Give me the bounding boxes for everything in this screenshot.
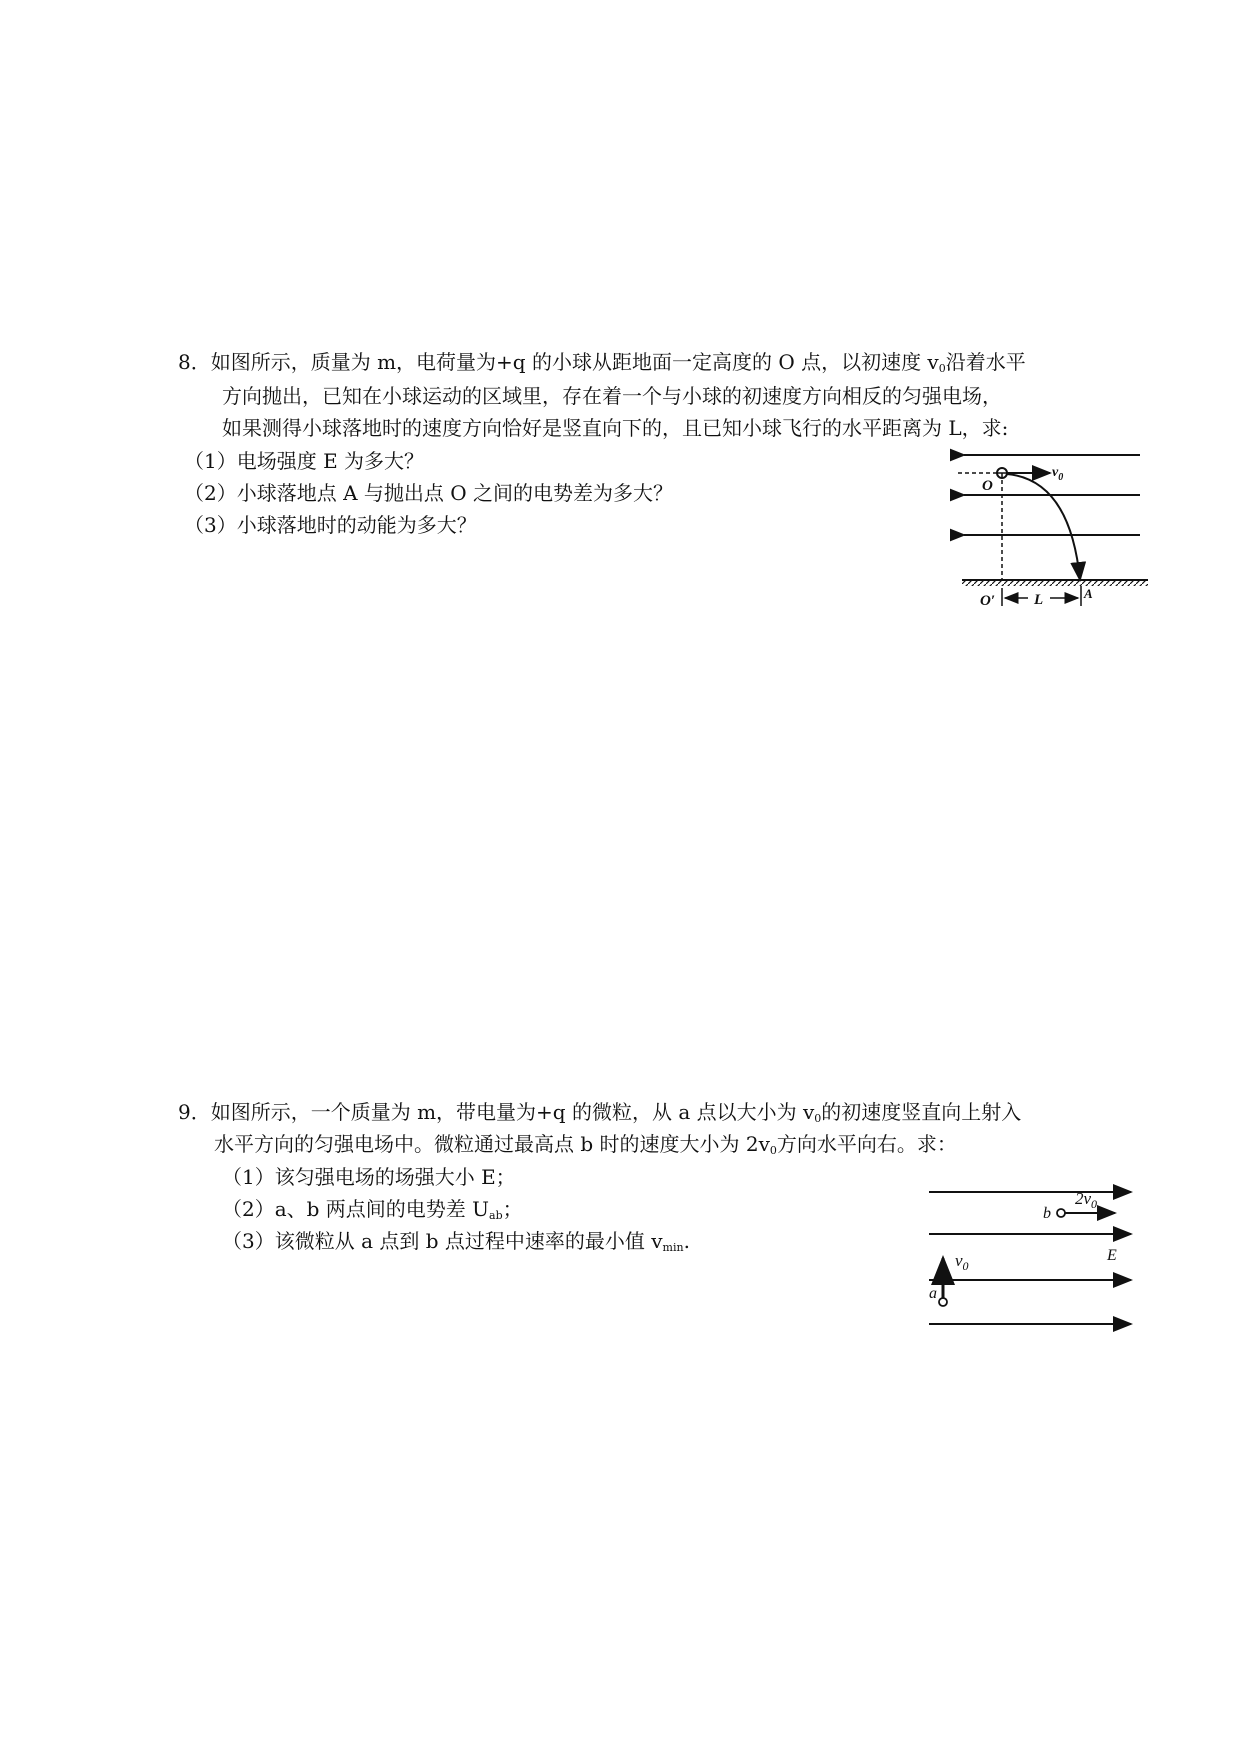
q8-subquestion-3: （3）小球落地时的动能为多大？ xyxy=(184,513,477,537)
q9-line-2: 水平方向的匀强电场中。微粒通过最高点 b 时的速度大小为 $2v_0$方向水平向右。求： xyxy=(214,1132,957,1157)
q9-label-v0: $v_0$ xyxy=(955,1251,969,1273)
q9-figure xyxy=(925,1180,1145,1340)
q9-subquestion-1: （1）该匀强电场的场强大小 E； xyxy=(222,1165,516,1189)
q8-label-O: O xyxy=(982,478,993,494)
q9-label-E: E xyxy=(1107,1247,1117,1264)
q9-label-2v0: $2v_0$ xyxy=(1075,1189,1098,1211)
q8-subquestion-2: （2）小球落地点 A 与抛出点 O 之间的电势差为多大？ xyxy=(184,481,673,505)
q8-subquestion-1: （1）电场强度 E 为多大？ xyxy=(184,449,425,473)
q8-label-A: A xyxy=(1084,586,1093,601)
q9-point-b xyxy=(1057,1209,1065,1217)
q9-point-a xyxy=(939,1298,947,1306)
q8-figure xyxy=(950,440,1150,610)
q8-label-O-prime: O′ xyxy=(980,593,996,609)
q9-label-b: b xyxy=(1043,1205,1051,1222)
q8-line-3: 如果测得小球落地时的速度方向恰好是竖直向下的，且已知小球飞行的水平距离为 L，求: xyxy=(222,416,1009,440)
q9-label-a: a xyxy=(929,1285,937,1302)
q8-line-2: 方向抛出，已知在小球运动的区域里，存在着一个与小球的初速度方向相反的匀强电场， xyxy=(222,384,1002,408)
q9-subquestion-2: （2）a、b 两点间的电势差 $U_{ab}$； xyxy=(222,1197,523,1222)
q9-line-1: 9．如图所示，一个质量为 m，带电量为+q 的微粒，从 a 点以大小为 $v_0$的初速度竖直向上射入 xyxy=(178,1100,1022,1125)
q8-label-v0: $v_0$ xyxy=(1052,465,1064,483)
q8-line-1: 8．如图所示，质量为 m，电荷量为+q 的小球从距地面一定高度的 O 点，以初速度 $v_0$沿着水平 xyxy=(178,350,1026,375)
q9-subquestion-3: （3）该微粒从 a 点到 b 点过程中速率的最小值 $v_{min}$. xyxy=(222,1229,690,1254)
q8-trajectory xyxy=(1007,474,1080,580)
q8-label-L: L xyxy=(1034,592,1044,608)
